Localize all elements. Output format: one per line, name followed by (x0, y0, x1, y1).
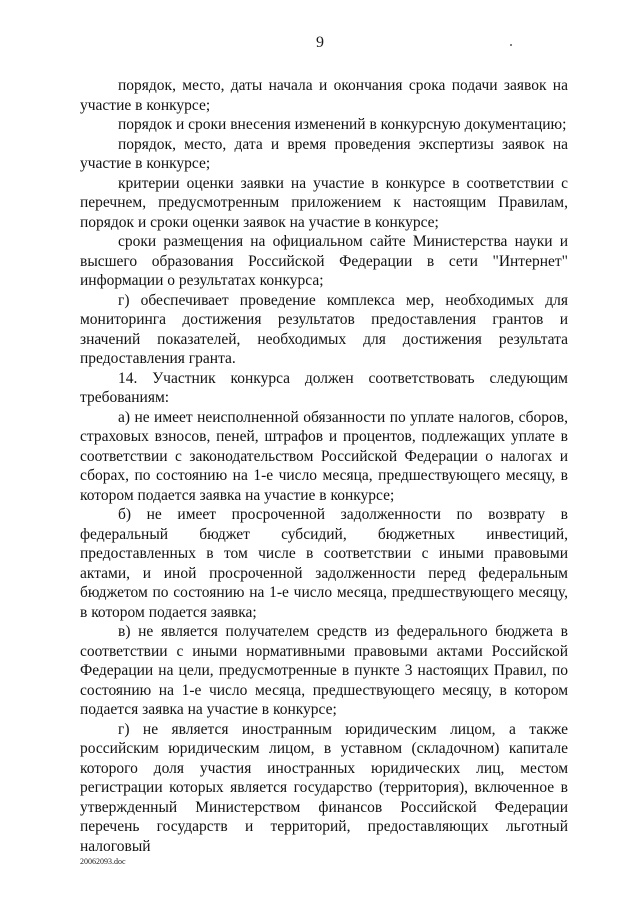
document-body (80, 76, 568, 856)
paragraph-requirement-g: г) не является иностранным юридическим лицом, а также российским юридическим лицом, в уставном (складочном) капитале которого доля участия иностранных юридических лиц, местом регистрации которых является государство (территория), включенное в утвержденный Министерством финансов Российской Федерации перечень государств и территорий, предоставляющих льготный налоговый (80, 720, 568, 855)
paragraph-criteria: критерии оценки заявки на участие в конкурсе в соответствии с перечнем, предусмотренным приложением к настоящим Правилам, порядок и сроки оценки заявок на участие в конкурсе; (80, 174, 568, 231)
paragraph-requirement-a: а) не имеет неисполненной обязанности по уплате налогов, сборов, страховых взносов, пеней, штрафов и процентов, подлежащих уплате в соответствии с законодательством Российской Федерации о налогах и сборах, по состоянию на 1-е число месяца, предшествующего месяцу, в котором подается заявка на участие в конкурсе; (80, 408, 568, 504)
paragraph-requirement-b: б) не имеет просроченной задолженности по возврату в федеральный бюджет субсидий, бюджетных инвестиций, предоставленных в том числе в соответствии с иными правовыми актами, и иной просроченной задолженности перед федеральным бюджетом по состоянию на 1-е число месяца, предшествующего месяцу, в котором подается заявка; (80, 506, 568, 621)
scan-dot (510, 44, 512, 46)
paragraph-monitoring: г) обеспечивает проведение комплекса мер, необходимых для мониторинга достижения результатов предоставления грантов и значений показателей, необходимых для достижения результата предоставления гранта. (80, 291, 568, 367)
paragraph-publication: сроки размещения на официальном сайте Министерства науки и высшего образования Российской Федерации в сети "Интернет" информации о результатах конкурса; (80, 233, 568, 289)
paragraph-requirements-heading: 14. Участник конкурса должен соответствовать следующим требованиям: (80, 369, 568, 406)
paragraph-amendments: порядок и сроки внесения изменений в конкурсную документацию; (118, 116, 567, 133)
page-number: 9 (316, 34, 324, 51)
paragraph-expertise: порядок, место, дата и время проведения экспертизы заявок на участие в конкурсе; (80, 135, 568, 172)
paragraph-submission-order: порядок, место, даты начала и окончания срока подачи заявок на участие в конкурсе; (80, 77, 568, 114)
footer-filename: 20062093.doc (80, 857, 126, 866)
paragraph-requirement-v: в) не является получателем средств из федерального бюджета в соответствии с иными нормативными правовыми актами Российской Федерации на цели, предусмотренные в пункте 3 настоящих Правил, по состоянию на 1-е число месяца, предшествующего месяцу, в котором подается заявка на участие в конкурсе; (80, 623, 568, 718)
